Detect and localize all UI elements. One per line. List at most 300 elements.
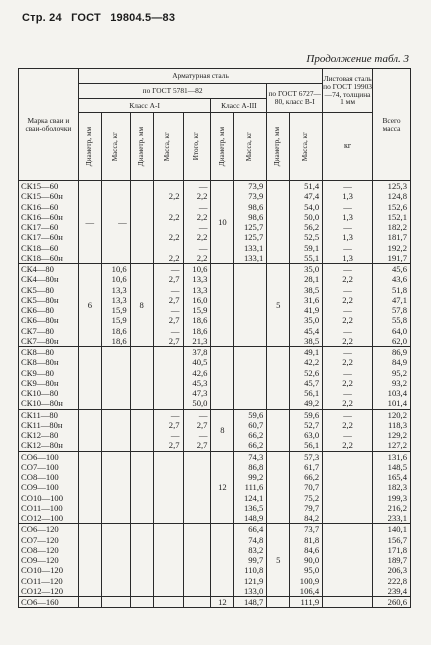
total-mass-value-cell	[373, 451, 411, 524]
pile-mark: СК7—80	[21, 325, 54, 336]
mass-a1-b	[154, 503, 180, 513]
mass-a3	[234, 285, 263, 295]
total-mass-value: 206,3	[387, 565, 407, 576]
diameter-a1	[79, 425, 101, 435]
mass-b1: 59,6	[304, 409, 320, 420]
itogo-value	[184, 524, 208, 534]
mass-a1	[102, 462, 127, 472]
mass-b1: 73,7	[304, 524, 320, 535]
mass-b1: 45,7	[304, 377, 320, 388]
mass-a1	[102, 452, 127, 462]
total-mass-value: 101,4	[387, 398, 407, 409]
mass-a1-b: 2,7	[168, 294, 180, 305]
mass-a1-b-cell	[153, 524, 183, 597]
itogo-value-cell	[183, 181, 211, 264]
gost6727-header: по ГОСТ 6727—80, класс В-I	[267, 84, 323, 113]
mass-a3	[234, 336, 263, 346]
mass-a3	[234, 295, 263, 305]
sheet-steel-header: Листовая сталь по ГОСТ 19903—74, толщина 1 мм	[323, 69, 373, 113]
mass-a1-b: —	[170, 430, 180, 440]
mass-a1	[102, 440, 127, 450]
mass-a3: 125,7	[243, 232, 264, 243]
mass-a3	[234, 274, 263, 284]
sheet-steel-value-cell	[323, 181, 373, 264]
mass-a1-b: 2,2	[168, 211, 180, 222]
sheet-steel-value: 1,3	[342, 252, 353, 263]
total-mass-value: 62,0	[391, 335, 407, 346]
mass-a1-b-cell	[153, 409, 183, 451]
itogo-value: —	[198, 242, 208, 253]
mass-a1	[102, 555, 127, 565]
total-mass-value: 171,8	[387, 544, 407, 555]
diameter-a3-cell	[211, 347, 234, 410]
sheet-steel-value	[323, 524, 372, 534]
diameter-b1-cell	[267, 524, 290, 597]
diameter-a1-b	[131, 482, 153, 492]
sheet-steel-value-cell	[323, 347, 373, 410]
mass-a1-b: 2,7	[168, 419, 180, 430]
mass-b1: 54,0	[304, 201, 320, 212]
mass-a1-b	[154, 202, 180, 212]
diam-header: Диаметр, мм	[267, 113, 290, 181]
itogo-value-cell	[183, 409, 211, 451]
mass-b1: 45,4	[304, 325, 320, 336]
pile-mark: СК15—60	[21, 181, 59, 191]
table-body	[19, 181, 411, 608]
mass-a1-b	[154, 243, 180, 253]
table-row	[19, 597, 411, 608]
gost-label: ГОСТ	[71, 12, 101, 24]
mass-b1: 79,7	[304, 502, 320, 513]
sheet-steel-value: 1,3	[342, 211, 353, 222]
itogo-value	[184, 597, 208, 607]
mass-a1	[102, 565, 127, 575]
mass-a3-cell	[234, 347, 267, 410]
sheet-steel-value: 2,2	[342, 377, 353, 388]
diameter-a1-cell	[78, 409, 101, 451]
itogo-value-cell	[183, 524, 211, 597]
mass-b1-cell	[290, 524, 323, 597]
mass-a1-b	[154, 462, 180, 472]
mass-a3: 74,8	[248, 534, 264, 545]
mass-a1	[102, 388, 127, 398]
mass-a1-b-cell	[153, 264, 183, 347]
mass-a3-cell	[234, 264, 267, 347]
sheet-steel-value: 2,2	[342, 357, 353, 368]
pile-mark-cell	[19, 524, 79, 597]
total-mass-value: 152,6	[387, 201, 407, 212]
mass-a3	[234, 368, 263, 378]
diameter-a1-b	[131, 597, 153, 607]
mass-a1-b: 2,2	[168, 191, 180, 202]
mass-a1-b: 2,2	[168, 232, 180, 243]
mass-b1: 70,7	[304, 482, 320, 493]
mass-a3: 99,7	[248, 555, 264, 565]
mass-b1: 38,5	[304, 335, 320, 346]
mass-header: Масса, кг	[101, 113, 130, 181]
diameter-a3: 12	[218, 482, 227, 493]
mass-a1-b: —	[170, 264, 180, 274]
total-mass-value: 103,4	[387, 388, 407, 398]
total-mass-value: 182,2	[387, 222, 407, 232]
mass-a3: 133,0	[243, 585, 264, 596]
col-mark-header: Марка сваи и сваи-оболочки	[19, 69, 79, 181]
diameter-b1: 5	[276, 299, 281, 310]
mass-a1	[102, 503, 127, 513]
mass-a3: 148,9	[243, 513, 264, 523]
sheet-steel-value	[323, 513, 372, 523]
kg-header: кг	[323, 113, 373, 181]
itogo-value	[184, 462, 208, 472]
pile-mark: СК16—60н	[21, 211, 63, 222]
sheet-steel-value: —	[343, 367, 352, 378]
mass-a1-b: —	[170, 325, 180, 336]
pile-mark: СК16—60	[21, 201, 59, 212]
class-a3-header: Класс А-III	[211, 99, 267, 113]
diameter-a1-b	[131, 555, 153, 565]
mass-a3: 121,9	[243, 575, 264, 586]
itogo-value	[184, 555, 208, 565]
mass-b1: 63,0	[304, 430, 320, 440]
mass-b1: 106,4	[299, 585, 320, 596]
total-mass-value: 131,6	[387, 451, 407, 462]
mass-a1: 13,3	[111, 284, 127, 295]
mass-a3	[234, 378, 263, 388]
pile-mark: СК4—80	[21, 264, 54, 274]
mass-b1: 42,2	[304, 357, 320, 368]
mass-a3	[234, 305, 263, 315]
mass-a1	[102, 535, 127, 545]
mass-a3: 125,7	[243, 222, 264, 232]
sheet-steel-value	[323, 535, 372, 545]
mass-a1	[102, 493, 127, 503]
mass-a3: 99,2	[248, 472, 264, 482]
mass-b1-cell	[290, 597, 323, 608]
itogo-value: —	[198, 181, 208, 191]
pile-mark: СК6—80	[21, 305, 54, 315]
mass-b1: 56,2	[304, 222, 320, 232]
mass-a1-b: 2,7	[168, 315, 180, 326]
itogo-value	[184, 576, 208, 586]
itogo-value	[184, 503, 208, 513]
pile-mark: СК8—80н	[21, 357, 59, 368]
itogo-value: 15,9	[192, 305, 208, 315]
itogo-value	[184, 513, 208, 523]
sheet-steel-value	[323, 482, 372, 492]
mass-a1-b-cell	[153, 451, 183, 524]
pile-mark: СО10—120	[21, 565, 64, 576]
pile-mark: СО7—120	[21, 534, 59, 545]
itogo-value: 42,6	[192, 367, 208, 378]
mass-a3	[234, 347, 263, 357]
mass-a1	[102, 545, 127, 555]
total-mass-value: 156,7	[387, 534, 407, 545]
itogo-value: 16,0	[192, 294, 208, 305]
total-mass-value: 148,5	[387, 461, 407, 472]
mass-a3	[234, 264, 263, 274]
mass-a3	[234, 315, 263, 325]
diameter-a1	[79, 597, 101, 607]
pile-mark: СК18—60	[21, 242, 59, 253]
diameter-a3-cell	[211, 451, 234, 524]
mass-b1-cell	[290, 264, 323, 347]
mass-a1-b	[154, 586, 180, 596]
total-mass-header: Всего масса	[373, 69, 411, 181]
sheet-steel-value	[323, 545, 372, 555]
mass-a3: 111,6	[244, 482, 264, 493]
mass-b1: 81,8	[304, 534, 320, 545]
total-mass-value: 129,2	[387, 430, 407, 440]
mass-a1-b: —	[170, 284, 180, 295]
mass-b1: 31,6	[304, 294, 320, 305]
itogo-value	[184, 452, 208, 462]
pile-mark: СК9—80	[21, 367, 54, 378]
itogo-value-cell	[183, 451, 211, 524]
pile-mark: СК12—80	[21, 430, 59, 440]
total-mass-value: 57,8	[391, 305, 407, 315]
diameter-b1-cell	[267, 451, 290, 524]
mass-a1	[102, 524, 127, 534]
mass-a1	[102, 410, 127, 420]
mass-a1-b	[154, 545, 180, 555]
mass-a1	[102, 398, 127, 408]
mass-a3	[234, 398, 263, 408]
total-mass-value: 239,4	[387, 585, 407, 596]
total-mass-value-cell	[373, 597, 411, 608]
pile-mark: СК5—80	[21, 284, 54, 295]
mass-a1-cell	[101, 451, 130, 524]
mass-a1-b	[154, 181, 180, 191]
mass-b1: 84,2	[304, 513, 320, 523]
mass-a3-cell	[234, 451, 267, 524]
mass-a1	[102, 576, 127, 586]
mass-a1	[102, 378, 127, 388]
itogo-value	[184, 545, 208, 555]
sheet-steel-value: —	[343, 201, 352, 212]
diameter-a1-cell	[78, 451, 101, 524]
itogo-value: 21,3	[192, 335, 208, 346]
mass-b1-cell	[290, 409, 323, 451]
diameter-a1-b-cell	[130, 524, 153, 597]
table-row	[19, 451, 411, 524]
pile-mark: СК10—80	[21, 388, 59, 398]
sheet-steel-value: —	[343, 388, 352, 398]
total-mass-value: 222,8	[387, 575, 407, 586]
total-mass-value: 260,6	[387, 597, 407, 607]
mass-a3: 124,1	[243, 492, 264, 503]
sheet-steel-value: —	[343, 222, 352, 232]
mass-b1: 84,6	[304, 544, 320, 555]
pile-mark: СО9—120	[21, 555, 59, 565]
diameter-a1-cell	[78, 597, 101, 608]
itogo-value: 45,3	[192, 377, 208, 388]
mass-a1-b	[154, 535, 180, 545]
pile-mark-cell	[19, 597, 79, 608]
pile-mark: СК8—80	[21, 347, 54, 357]
sheet-steel-value-cell	[323, 451, 373, 524]
sheet-steel-value	[323, 493, 372, 503]
sheet-steel-value: 2,2	[342, 294, 353, 305]
mass-a1-b: 2,2	[168, 252, 180, 263]
diameter-a1-b-cell	[130, 181, 153, 264]
pile-mark: СО11—120	[21, 575, 63, 586]
itogo-value	[184, 482, 208, 492]
mass-a3: 73,9	[248, 181, 264, 191]
diameter-a3	[211, 373, 233, 383]
mass-a1-b-cell	[153, 347, 183, 410]
itogo-value: 2,7	[196, 419, 208, 430]
total-mass-value: 93,2	[391, 377, 407, 388]
pile-mark-cell	[19, 347, 79, 410]
total-mass-value-cell	[373, 524, 411, 597]
diam-header: Диаметр, мм	[78, 113, 101, 181]
mass-a3-cell	[234, 409, 267, 451]
pile-mark: СК9—80н	[21, 377, 59, 388]
mass-a1	[102, 347, 127, 357]
pile-mark: СО6—160	[21, 597, 59, 607]
diameter-b1	[267, 482, 289, 492]
mass-b1: 57,3	[304, 451, 320, 462]
mass-a1-cell	[101, 264, 130, 347]
diameter-a3: 8	[220, 424, 225, 435]
total-mass-value-cell	[373, 181, 411, 264]
total-mass-value-cell	[373, 409, 411, 451]
mass-b1: 50,0	[304, 211, 320, 222]
mass-a1-b	[154, 597, 180, 607]
mass-a1-b	[154, 347, 180, 357]
mass-a3: 73,9	[248, 191, 264, 202]
mass-a1-cell	[101, 347, 130, 410]
mass-b1-cell	[290, 451, 323, 524]
diameter-a1-b-cell	[130, 597, 153, 608]
sheet-steel-value: —	[343, 181, 352, 191]
mass-b1: 56,1	[304, 388, 320, 398]
table-row	[19, 181, 411, 264]
sheet-steel-value	[323, 452, 372, 462]
total-mass-value: 125,3	[387, 181, 407, 191]
sheet-steel-value: 2,2	[342, 315, 353, 326]
mass-a1-b	[154, 555, 180, 565]
itogo-value	[184, 472, 208, 482]
itogo-value-cell	[183, 597, 211, 608]
diameter-a3	[211, 555, 233, 565]
pile-mark: СК4—80н	[21, 274, 59, 285]
total-mass-value: 127,2	[387, 440, 407, 451]
mass-header: Масса, кг	[290, 113, 323, 181]
mass-a1-b	[154, 357, 180, 367]
itogo-value: 2,2	[196, 211, 208, 222]
total-mass-value: 43,6	[391, 274, 407, 285]
pile-mark: СО8—100	[21, 472, 59, 482]
class-a1-header: Класс А-I	[78, 99, 211, 113]
diameter-a1-b-cell	[130, 347, 153, 410]
itogo-value: 13,3	[192, 284, 208, 295]
itogo-value: 2,2	[196, 232, 208, 243]
mass-a3: 66,4	[248, 524, 264, 535]
itogo-value: 37,8	[192, 347, 208, 357]
pile-mark: СО12—120	[21, 585, 64, 596]
mass-a1-b	[154, 368, 180, 378]
table-row	[19, 524, 411, 597]
mass-a1: 18,6	[111, 325, 127, 336]
mass-a3: 136,5	[243, 502, 264, 513]
table-row	[19, 264, 411, 347]
sheet-steel-value: 2,2	[342, 274, 353, 285]
diameter-a1	[79, 555, 101, 565]
diameter-b1: 5	[276, 555, 281, 565]
mass-a1-b: 2,7	[168, 335, 180, 346]
mass-a1	[102, 482, 127, 492]
mass-a3: 133,1	[243, 252, 264, 263]
mass-a1-cell	[101, 597, 130, 608]
mass-a1-b	[154, 378, 180, 388]
mass-b1: 52,6	[304, 367, 320, 378]
total-mass-value: 165,4	[387, 472, 407, 482]
diameter-b1-cell	[267, 597, 290, 608]
total-mass-value: 181,7	[387, 232, 407, 243]
pile-mark: СК11—80	[21, 409, 58, 420]
mass-a1	[102, 368, 127, 378]
mass-b1-cell	[290, 181, 323, 264]
mass-b1: 35,0	[304, 315, 320, 326]
mass-a1: —	[118, 216, 127, 227]
mass-a3: 59,6	[248, 409, 264, 420]
mass-a1-b	[154, 452, 180, 462]
mass-a3: 66,2	[248, 430, 264, 440]
mass-a1: 15,9	[111, 315, 127, 326]
sheet-steel-value	[323, 576, 372, 586]
sheet-steel-value-cell	[323, 597, 373, 608]
diameter-b1	[267, 373, 289, 383]
mass-a1	[102, 513, 127, 523]
mass-b1: 51,4	[304, 181, 320, 191]
mass-b1: 75,2	[304, 492, 320, 503]
mass-a1-b	[154, 482, 180, 492]
mass-b1: 56,1	[304, 440, 320, 451]
mass-b1: 95,0	[304, 565, 320, 576]
pile-mark: СО8—120	[21, 544, 59, 555]
diameter-a1-b-cell	[130, 264, 153, 347]
sheet-steel-value	[323, 586, 372, 596]
pile-mark: СО12—100	[21, 513, 64, 523]
pile-mark-cell	[19, 409, 79, 451]
mass-b1-cell	[290, 347, 323, 410]
diameter-b1-cell	[267, 264, 290, 347]
mass-a3: 148,7	[243, 597, 264, 607]
diameter-a1	[79, 373, 101, 383]
diameter-a3: 10	[218, 216, 227, 227]
mass-a1-b: 2,7	[168, 440, 180, 451]
mass-a1-b	[154, 524, 180, 534]
sheet-steel-value: 2,2	[342, 440, 353, 451]
pile-mark: СК17—60н	[21, 232, 63, 243]
diameter-a1-cell	[78, 264, 101, 347]
itogo-value: 2,2	[196, 252, 208, 263]
mass-a3-cell	[234, 524, 267, 597]
mass-a3: 98,6	[248, 201, 264, 212]
itogo-value	[184, 586, 208, 596]
itogo-value: 18,6	[192, 315, 208, 326]
itogo-value: 18,6	[192, 325, 208, 336]
diam-header: Диаметр, мм	[130, 113, 153, 181]
mass-a1-b	[154, 398, 180, 408]
page-header	[22, 12, 417, 24]
pile-mark: СК18—60н	[21, 252, 63, 263]
sheet-steel-value: 1,3	[342, 191, 353, 202]
mass-b1: 90,0	[304, 555, 320, 565]
sheet-steel-value-cell	[323, 409, 373, 451]
mass-a3: 74,3	[248, 451, 264, 462]
